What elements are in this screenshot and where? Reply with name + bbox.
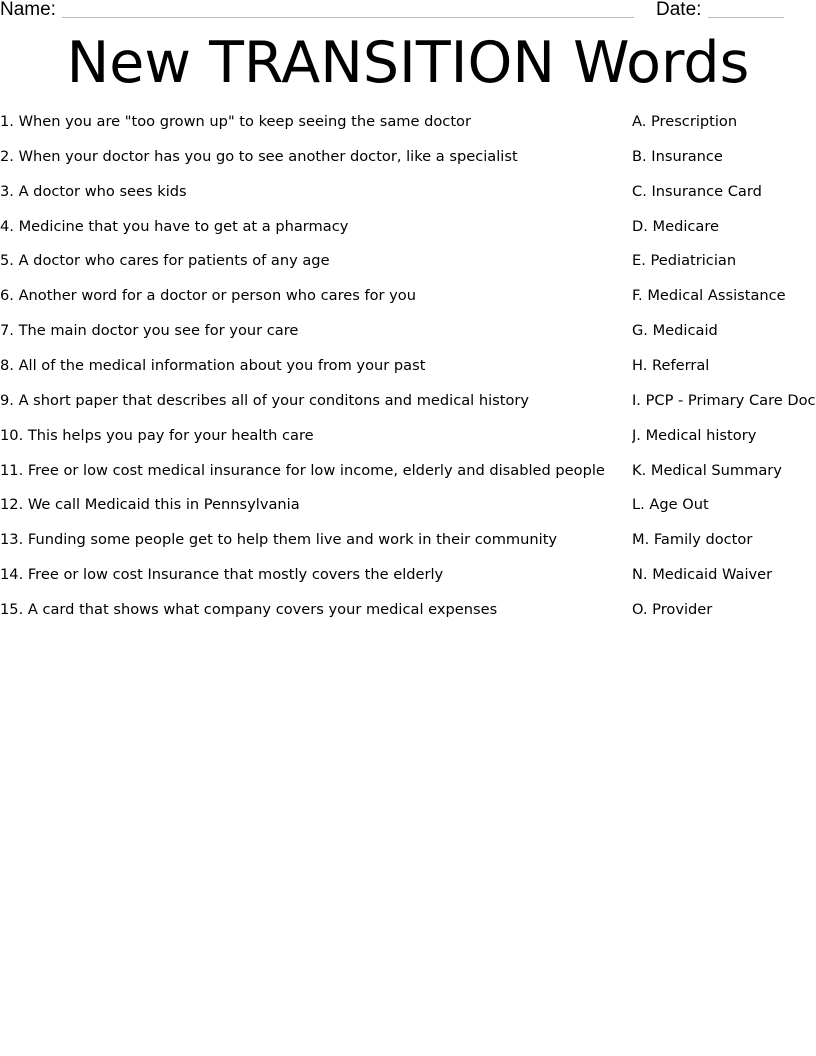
clue-item: 3. A doctor who sees kids	[0, 182, 187, 200]
answer-item: L. Age Out	[632, 496, 709, 514]
date-label: Date:	[656, 0, 702, 20]
clue-item: 12. We call Medicaid this in Pennsylvania	[0, 496, 300, 514]
answer-item: H. Referral	[632, 357, 710, 375]
answer-item: K. Medical Summary	[632, 461, 782, 479]
clue-list	[0, 112, 616, 635]
name-blank-line	[62, 17, 634, 18]
clue-item: 2. When your doctor has you go to see another doctor, like a specialist	[0, 147, 518, 165]
answer-item: A. Prescription	[632, 113, 738, 130]
answer-item: N. Medicaid Waiver	[632, 566, 773, 584]
answer-item: B. Insurance	[632, 147, 723, 165]
worksheet-title: New TRANSITION Words	[66, 30, 750, 96]
answer-item: F. Medical Assistance	[632, 287, 786, 305]
name-label: Name:	[0, 0, 56, 20]
answer-item: J. Medical history	[632, 426, 757, 444]
clue-item: 7. The main doctor you see for your care	[0, 322, 299, 340]
clue-item: 10. This helps you pay for your health care	[0, 426, 314, 444]
answer-item: O. Provider	[632, 601, 713, 619]
answer-item: M. Family doctor	[632, 531, 753, 549]
clue-item: 14. Free or low cost Insurance that mostly covers the elderly	[0, 566, 444, 584]
clue-item: 4. Medicine that you have to get at a pharmacy	[0, 217, 349, 235]
answer-item: C. Insurance Card	[632, 182, 762, 200]
answer-item: D. Medicare	[632, 217, 720, 235]
answer-item: G. Medicaid	[632, 322, 718, 340]
answer-item: I. PCP - Primary Care Doc	[632, 391, 816, 409]
answer-item: E. Pediatrician	[632, 252, 737, 270]
clue-item: 1. When you are "too grown up" to keep seeing the same doctor	[0, 113, 471, 130]
clue-item: 15. A card that shows what company covers your medical expenses	[0, 601, 498, 619]
clue-item: 5. A doctor who cares for patients of any age	[0, 252, 330, 270]
clue-item: 9. A short paper that describes all of your conditons and medical history	[0, 391, 530, 409]
clue-item: 6. Another word for a doctor or person who cares for you	[0, 287, 416, 305]
answer-list	[632, 112, 816, 635]
clue-item: 11. Free or low cost medical insurance for low income, elderly and disabled people	[0, 461, 605, 479]
date-blank-line	[708, 17, 784, 18]
clue-item: 8. All of the medical information about you from your past	[0, 357, 426, 375]
clue-item: 13. Funding some people get to help them live and work in their community	[0, 531, 558, 549]
worksheet-header	[0, 0, 816, 24]
